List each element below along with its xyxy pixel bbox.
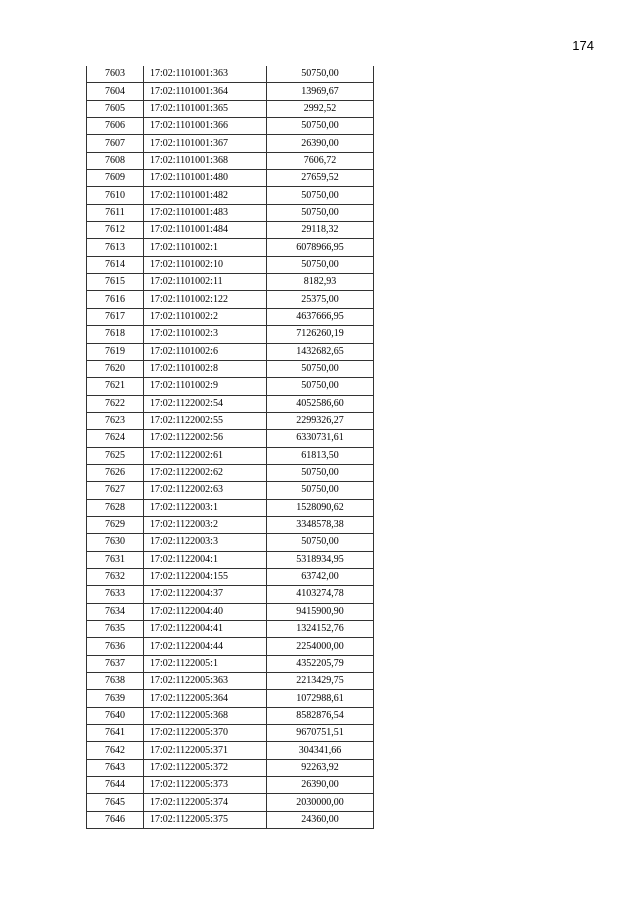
value-cell: 4052586,60 <box>267 395 374 412</box>
value-cell: 61813,50 <box>267 447 374 464</box>
value-cell: 29118,32 <box>267 222 374 239</box>
value-cell: 6078966,95 <box>267 239 374 256</box>
value-cell: 27659,52 <box>267 170 374 187</box>
cadastral-number-cell: 17:02:1122004:44 <box>144 638 267 655</box>
row-number-cell: 7634 <box>87 603 144 620</box>
value-cell: 4103274,78 <box>267 586 374 603</box>
row-number-cell: 7637 <box>87 655 144 672</box>
table-row <box>87 516 374 533</box>
table-row <box>87 655 374 672</box>
row-number-cell: 7615 <box>87 274 144 291</box>
cadastral-number-cell: 17:02:1122003:3 <box>144 534 267 551</box>
cadastral-number-cell: 17:02:1101002:2 <box>144 308 267 325</box>
value-cell: 50750,00 <box>267 118 374 135</box>
row-number-cell: 7639 <box>87 690 144 707</box>
cadastral-number-cell: 17:02:1122005:370 <box>144 725 267 742</box>
table-row <box>87 222 374 239</box>
value-cell: 5318934,95 <box>267 551 374 568</box>
row-number-cell: 7626 <box>87 464 144 481</box>
value-cell: 92263,92 <box>267 759 374 776</box>
cadastral-number-cell: 17:02:1122005:373 <box>144 777 267 794</box>
table-row <box>87 395 374 412</box>
table-row <box>87 586 374 603</box>
cadastral-number-cell: 17:02:1101001:365 <box>144 100 267 117</box>
row-number-cell: 7624 <box>87 430 144 447</box>
cadastral-number-cell: 17:02:1101001:482 <box>144 187 267 204</box>
cadastral-number-cell: 17:02:1101002:1 <box>144 239 267 256</box>
cadastral-number-cell: 17:02:1122005:368 <box>144 707 267 724</box>
table-row <box>87 690 374 707</box>
table-row <box>87 100 374 117</box>
cadastral-number-cell: 17:02:1122002:61 <box>144 447 267 464</box>
table-row <box>87 187 374 204</box>
table-row <box>87 638 374 655</box>
row-number-cell: 7636 <box>87 638 144 655</box>
cadastral-number-cell: 17:02:1122002:62 <box>144 464 267 481</box>
cadastral-number-cell: 17:02:1122005:371 <box>144 742 267 759</box>
value-cell: 50750,00 <box>267 204 374 221</box>
row-number-cell: 7612 <box>87 222 144 239</box>
table-row <box>87 447 374 464</box>
value-cell: 9415900,90 <box>267 603 374 620</box>
table-row <box>87 568 374 585</box>
value-cell: 2992,52 <box>267 100 374 117</box>
value-cell: 1432682,65 <box>267 343 374 360</box>
cadastral-number-cell: 17:02:1122002:55 <box>144 412 267 429</box>
value-cell: 2254000,00 <box>267 638 374 655</box>
row-number-cell: 7618 <box>87 326 144 343</box>
row-number-cell: 7638 <box>87 673 144 690</box>
value-cell: 3348578,38 <box>267 516 374 533</box>
page-number: 174 <box>572 38 594 53</box>
table-row <box>87 464 374 481</box>
cadastral-number-cell: 17:02:1122004:41 <box>144 621 267 638</box>
table-row <box>87 811 374 828</box>
row-number-cell: 7631 <box>87 551 144 568</box>
cadastral-number-cell: 17:02:1122005:1 <box>144 655 267 672</box>
cadastral-number-cell: 17:02:1122005:364 <box>144 690 267 707</box>
value-cell: 7126260,19 <box>267 326 374 343</box>
row-number-cell: 7646 <box>87 811 144 828</box>
value-cell: 13969,67 <box>267 83 374 100</box>
value-cell: 50750,00 <box>267 482 374 499</box>
value-cell: 24360,00 <box>267 811 374 828</box>
cadastral-number-cell: 17:02:1122004:155 <box>144 568 267 585</box>
table-row <box>87 66 374 83</box>
row-number-cell: 7606 <box>87 118 144 135</box>
table-row <box>87 291 374 308</box>
table-row <box>87 83 374 100</box>
row-number-cell: 7616 <box>87 291 144 308</box>
cadastral-number-cell: 17:02:1122002:63 <box>144 482 267 499</box>
row-number-cell: 7623 <box>87 412 144 429</box>
row-number-cell: 7629 <box>87 516 144 533</box>
value-cell: 50750,00 <box>267 66 374 83</box>
cadastral-number-cell: 17:02:1101001:368 <box>144 152 267 169</box>
value-cell: 304341,66 <box>267 742 374 759</box>
value-cell: 26390,00 <box>267 777 374 794</box>
value-cell: 50750,00 <box>267 534 374 551</box>
row-number-cell: 7630 <box>87 534 144 551</box>
cadastral-number-cell: 17:02:1101001:483 <box>144 204 267 221</box>
row-number-cell: 7621 <box>87 378 144 395</box>
row-number-cell: 7613 <box>87 239 144 256</box>
value-cell: 50750,00 <box>267 464 374 481</box>
table-row <box>87 551 374 568</box>
cadastral-number-cell: 17:02:1101002:8 <box>144 360 267 377</box>
row-number-cell: 7644 <box>87 777 144 794</box>
value-cell: 4352205,79 <box>267 655 374 672</box>
cadastral-number-cell: 17:02:1122003:1 <box>144 499 267 516</box>
row-number-cell: 7608 <box>87 152 144 169</box>
table-row <box>87 499 374 516</box>
value-cell: 8182,93 <box>267 274 374 291</box>
table-body <box>87 66 374 829</box>
value-cell: 6330731,61 <box>267 430 374 447</box>
cadastral-value-table <box>86 66 374 829</box>
value-cell: 50750,00 <box>267 187 374 204</box>
value-cell: 4637666,95 <box>267 308 374 325</box>
row-number-cell: 7614 <box>87 256 144 273</box>
cadastral-number-cell: 17:02:1101001:484 <box>144 222 267 239</box>
table-row <box>87 256 374 273</box>
table-row <box>87 135 374 152</box>
table-row <box>87 621 374 638</box>
cadastral-number-cell: 17:02:1101002:11 <box>144 274 267 291</box>
table-row <box>87 430 374 447</box>
table-row <box>87 274 374 291</box>
row-number-cell: 7620 <box>87 360 144 377</box>
table-row <box>87 343 374 360</box>
table-row <box>87 603 374 620</box>
value-cell: 8582876,54 <box>267 707 374 724</box>
row-number-cell: 7603 <box>87 66 144 83</box>
row-number-cell: 7625 <box>87 447 144 464</box>
value-cell: 9670751,51 <box>267 725 374 742</box>
value-cell: 50750,00 <box>267 378 374 395</box>
row-number-cell: 7605 <box>87 100 144 117</box>
cadastral-number-cell: 17:02:1101001:480 <box>144 170 267 187</box>
value-cell: 50750,00 <box>267 360 374 377</box>
cadastral-number-cell: 17:02:1122005:374 <box>144 794 267 811</box>
table-row <box>87 759 374 776</box>
cadastral-number-cell: 17:02:1101001:364 <box>144 83 267 100</box>
table-row <box>87 673 374 690</box>
table-row <box>87 412 374 429</box>
row-number-cell: 7640 <box>87 707 144 724</box>
row-number-cell: 7611 <box>87 204 144 221</box>
row-number-cell: 7627 <box>87 482 144 499</box>
table-row <box>87 707 374 724</box>
cadastral-number-cell: 17:02:1122004:1 <box>144 551 267 568</box>
row-number-cell: 7635 <box>87 621 144 638</box>
value-cell: 7606,72 <box>267 152 374 169</box>
cadastral-number-cell: 17:02:1101001:367 <box>144 135 267 152</box>
table-row <box>87 777 374 794</box>
row-number-cell: 7617 <box>87 308 144 325</box>
table-row <box>87 170 374 187</box>
table-row <box>87 152 374 169</box>
table-row <box>87 534 374 551</box>
value-cell: 1324152,76 <box>267 621 374 638</box>
table-row <box>87 204 374 221</box>
cadastral-number-cell: 17:02:1122003:2 <box>144 516 267 533</box>
row-number-cell: 7632 <box>87 568 144 585</box>
cadastral-number-cell: 17:02:1122002:54 <box>144 395 267 412</box>
table-row <box>87 482 374 499</box>
row-number-cell: 7622 <box>87 395 144 412</box>
row-number-cell: 7645 <box>87 794 144 811</box>
row-number-cell: 7633 <box>87 586 144 603</box>
table-row <box>87 725 374 742</box>
cadastral-number-cell: 17:02:1101001:366 <box>144 118 267 135</box>
cadastral-number-cell: 17:02:1101002:3 <box>144 326 267 343</box>
row-number-cell: 7610 <box>87 187 144 204</box>
value-cell: 2030000,00 <box>267 794 374 811</box>
table-row <box>87 794 374 811</box>
row-number-cell: 7609 <box>87 170 144 187</box>
value-cell: 25375,00 <box>267 291 374 308</box>
value-cell: 50750,00 <box>267 256 374 273</box>
table-row <box>87 360 374 377</box>
cadastral-number-cell: 17:02:1101002:6 <box>144 343 267 360</box>
row-number-cell: 7619 <box>87 343 144 360</box>
cadastral-number-cell: 17:02:1101002:9 <box>144 378 267 395</box>
cadastral-number-cell: 17:02:1122004:40 <box>144 603 267 620</box>
cadastral-number-cell: 17:02:1101002:122 <box>144 291 267 308</box>
value-cell: 63742,00 <box>267 568 374 585</box>
cadastral-number-cell: 17:02:1122005:372 <box>144 759 267 776</box>
row-number-cell: 7643 <box>87 759 144 776</box>
table-row <box>87 118 374 135</box>
row-number-cell: 7604 <box>87 83 144 100</box>
value-cell: 1072988,61 <box>267 690 374 707</box>
row-number-cell: 7641 <box>87 725 144 742</box>
table-row <box>87 239 374 256</box>
cadastral-number-cell: 17:02:1122005:375 <box>144 811 267 828</box>
row-number-cell: 7642 <box>87 742 144 759</box>
value-cell: 1528090,62 <box>267 499 374 516</box>
row-number-cell: 7628 <box>87 499 144 516</box>
value-cell: 2299326,27 <box>267 412 374 429</box>
table-row <box>87 742 374 759</box>
cadastral-number-cell: 17:02:1101002:10 <box>144 256 267 273</box>
value-cell: 26390,00 <box>267 135 374 152</box>
row-number-cell: 7607 <box>87 135 144 152</box>
cadastral-number-cell: 17:02:1101001:363 <box>144 66 267 83</box>
table-row <box>87 308 374 325</box>
cadastral-number-cell: 17:02:1122002:56 <box>144 430 267 447</box>
table-row <box>87 378 374 395</box>
cadastral-number-cell: 17:02:1122005:363 <box>144 673 267 690</box>
table-row <box>87 326 374 343</box>
cadastral-number-cell: 17:02:1122004:37 <box>144 586 267 603</box>
value-cell: 2213429,75 <box>267 673 374 690</box>
